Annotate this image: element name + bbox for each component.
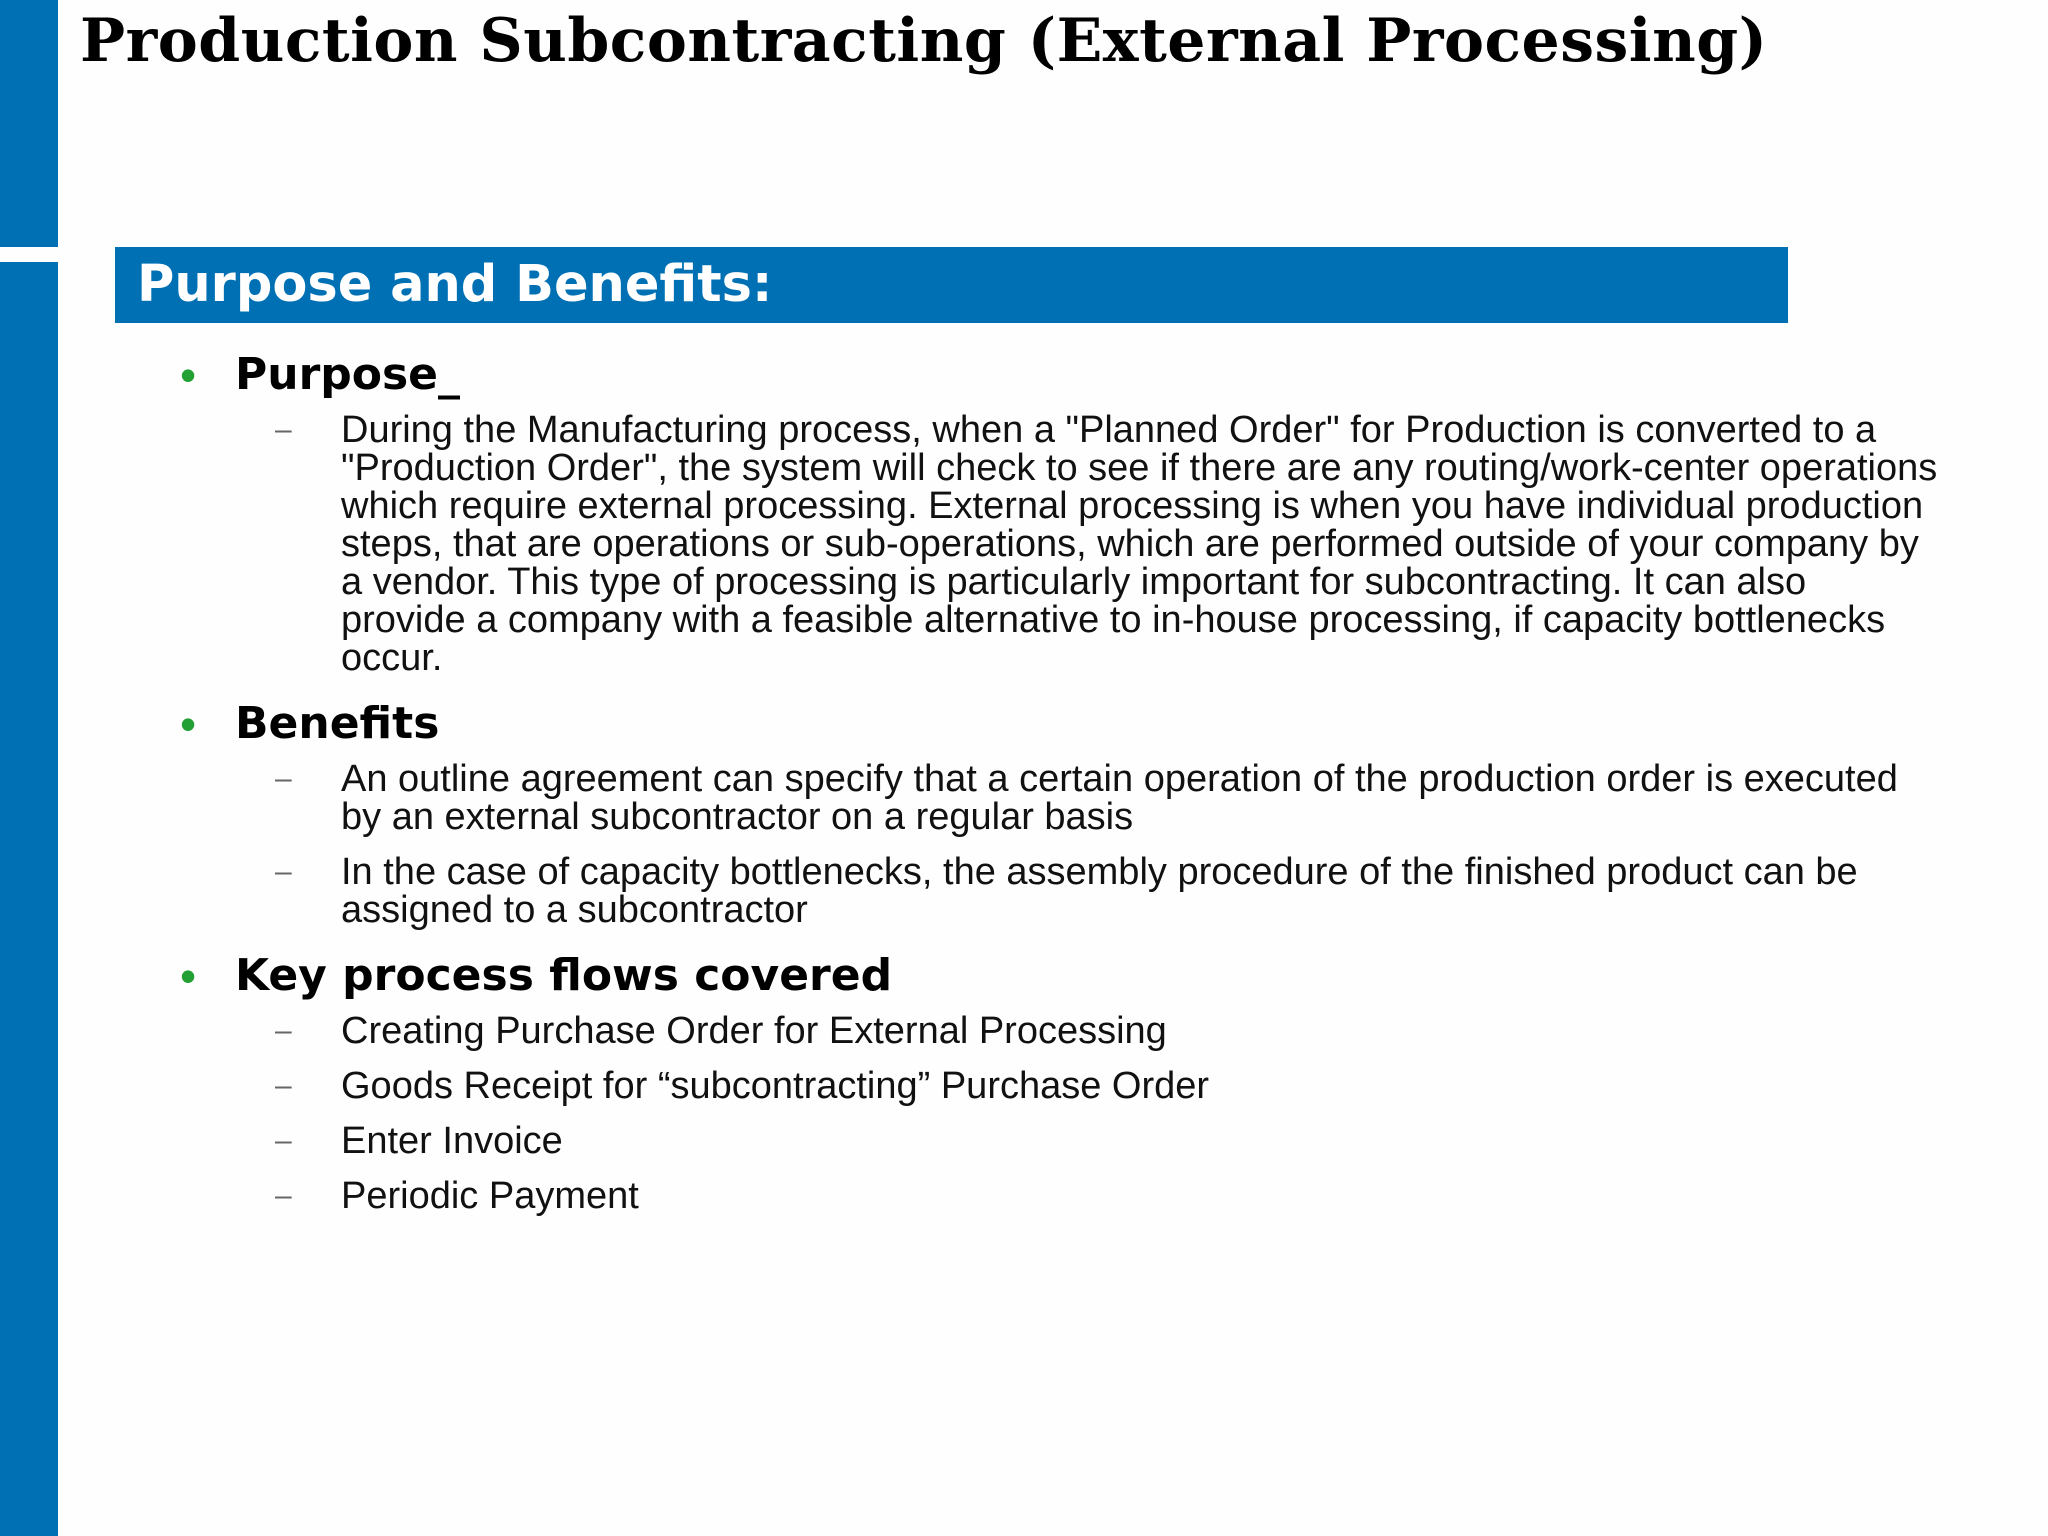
left-accent-bar-top bbox=[0, 0, 58, 247]
list-item bbox=[235, 1177, 1940, 1215]
flow-text: Creating Purchase Order for External Processing bbox=[341, 1010, 1167, 1052]
bullet-benefits bbox=[180, 694, 1940, 929]
list-item bbox=[235, 1067, 1940, 1105]
purpose-text: During the Manufacturing process, when a "Planned Order" for Production is converted to a "Production Order", the system will check to see if there are any routing/work-center operations which require external processing. External processing is when you have individual production steps, that are operations or sub-operations, which are performed outside of your company by a vendor. This type of processing is particularly important for subcontracting. It can also provide a company with a feasible alternative to in-house processing, if capacity bottlenecks occur. bbox=[341, 409, 1938, 679]
bullet-dot-icon: • bbox=[180, 698, 197, 750]
list-item bbox=[235, 1012, 1940, 1050]
list-item bbox=[235, 411, 1940, 677]
bullet-dot-icon: • bbox=[180, 349, 197, 401]
bullet-dot-icon: • bbox=[180, 950, 197, 1002]
dash-icon: – bbox=[275, 1014, 292, 1047]
section-title: Purpose and Benefits: bbox=[137, 255, 773, 314]
flow-text: Periodic Payment bbox=[341, 1175, 639, 1217]
dash-icon: – bbox=[275, 1069, 292, 1102]
benefit-text: An outline agreement can specify that a certain operation of the production order is executed by an external subcontractor on a regular basis bbox=[341, 758, 1898, 838]
purpose-list bbox=[235, 411, 1940, 677]
dash-icon: – bbox=[275, 762, 292, 795]
list-item bbox=[235, 1122, 1940, 1160]
flow-text: Goods Receipt for “subcontracting” Purchase Order bbox=[341, 1065, 1210, 1107]
bullet-heading-purpose: Purpose_ bbox=[235, 349, 461, 400]
flow-text: Enter Invoice bbox=[341, 1120, 563, 1162]
dash-icon: – bbox=[275, 1179, 292, 1212]
list-item bbox=[235, 760, 1940, 836]
left-accent-bar-bottom bbox=[0, 262, 58, 1536]
bullet-heading-benefits: Benefits bbox=[235, 698, 440, 749]
content-area bbox=[180, 345, 1940, 1232]
dash-icon: – bbox=[275, 855, 292, 888]
dash-icon: – bbox=[275, 1124, 292, 1157]
dash-icon: – bbox=[275, 413, 292, 446]
key-flows-list bbox=[235, 1012, 1940, 1215]
list-item bbox=[235, 853, 1940, 929]
benefit-text: In the case of capacity bottlenecks, the assembly procedure of the finished product can be assigned to a subcontractor bbox=[341, 851, 1858, 931]
benefits-list bbox=[235, 760, 1940, 929]
bullet-heading-key-flows: Key process flows covered bbox=[235, 950, 893, 1001]
slide-title: Production Subcontracting (External Processing) bbox=[80, 6, 1768, 76]
bullet-key-flows bbox=[180, 946, 1940, 1215]
section-header-bar bbox=[115, 247, 1788, 323]
bullet-purpose bbox=[180, 345, 1940, 677]
